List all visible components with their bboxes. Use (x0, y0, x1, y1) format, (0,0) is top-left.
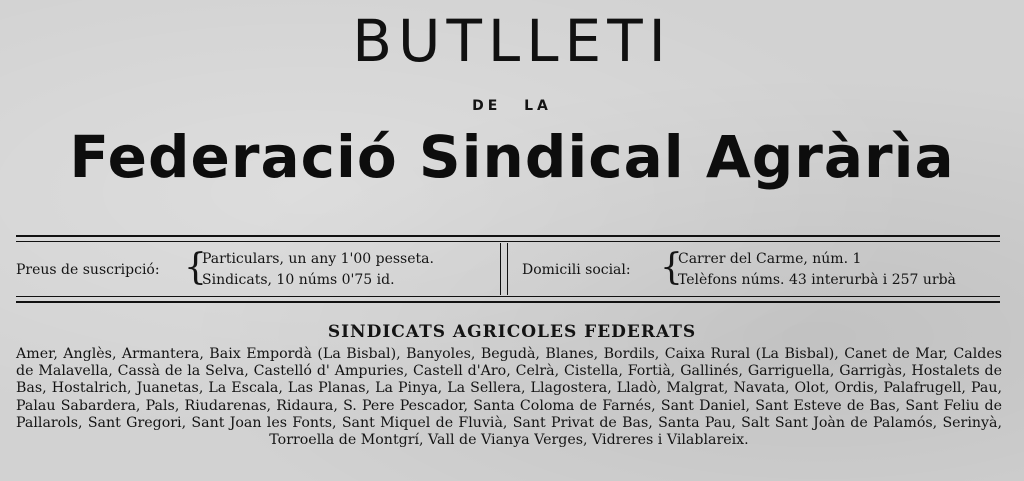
subscription-block (16, 246, 506, 292)
address-line-2: Telèfons núms. 43 interurbà i 257 urbà (678, 272, 956, 288)
section-heading: SINDICATS AGRICOLES FEDERATS (327, 322, 697, 342)
masthead-title: BUTLLETI (352, 7, 672, 75)
address-block (522, 246, 1002, 292)
masthead-name: Federació Sindical Agràrìa (69, 123, 955, 191)
top-rule-thin (16, 241, 1000, 242)
subscription-label: Preus de suscripció: (16, 262, 160, 278)
address-label: Domicili social: (522, 262, 631, 278)
column-separator (500, 243, 508, 295)
brace-icon: { (660, 247, 683, 288)
bottom-rule-thin (16, 296, 1000, 297)
brace-icon: { (184, 247, 207, 288)
member-list: Amer, Anglès, Armantera, Baix Empordà (La Bisbal), Banyoles, Begudà, Blanes, Bordils, Caixa Rural (La Bisbal), Canet de Mar, Caldes de Malavella, Cassà de la Selva, Castelló d' Ampuries, Castell d'Aro, Celrà, Cistella, Fortià, Gallinés, Garriguella, Garrigàs, Hostalets de Bas, Hostalrich, Juanetas, La Escala, Las Planas, La Pinya, La Sellera, Llagostera, Lladò, Malgrat, Navata, Olot, Ordis, Palafrugell, Pau, Palau Sabardera, Pals, Riudarenas, Ridaura, S. Pere Pescador, Santa Coloma de Farnés, Sant Daniel, Sant Esteve de Bas, Sant Feliu de Pallarols, Sant Gregori, Sant Joan les Fonts, Sant Miquel de Fluvià, Sant Privat de Bas, Santa Pau, Salt Sant Joàn de Palamós, Serinyà, Torroella de Montgrí, Vall de Vianya Verges, Vidreres i Vilablareix. (16, 346, 1002, 449)
bottom-rule (16, 301, 1000, 303)
address-line-1: Carrer del Carme, núm. 1 (678, 251, 862, 267)
subscription-line-1: Particulars, un any 1'00 pesseta. (202, 251, 434, 267)
subscription-line-2: Sindicats, 10 núms 0'75 id. (202, 272, 395, 288)
masthead-connector: DE LA (472, 98, 552, 114)
top-rule (16, 235, 1000, 237)
